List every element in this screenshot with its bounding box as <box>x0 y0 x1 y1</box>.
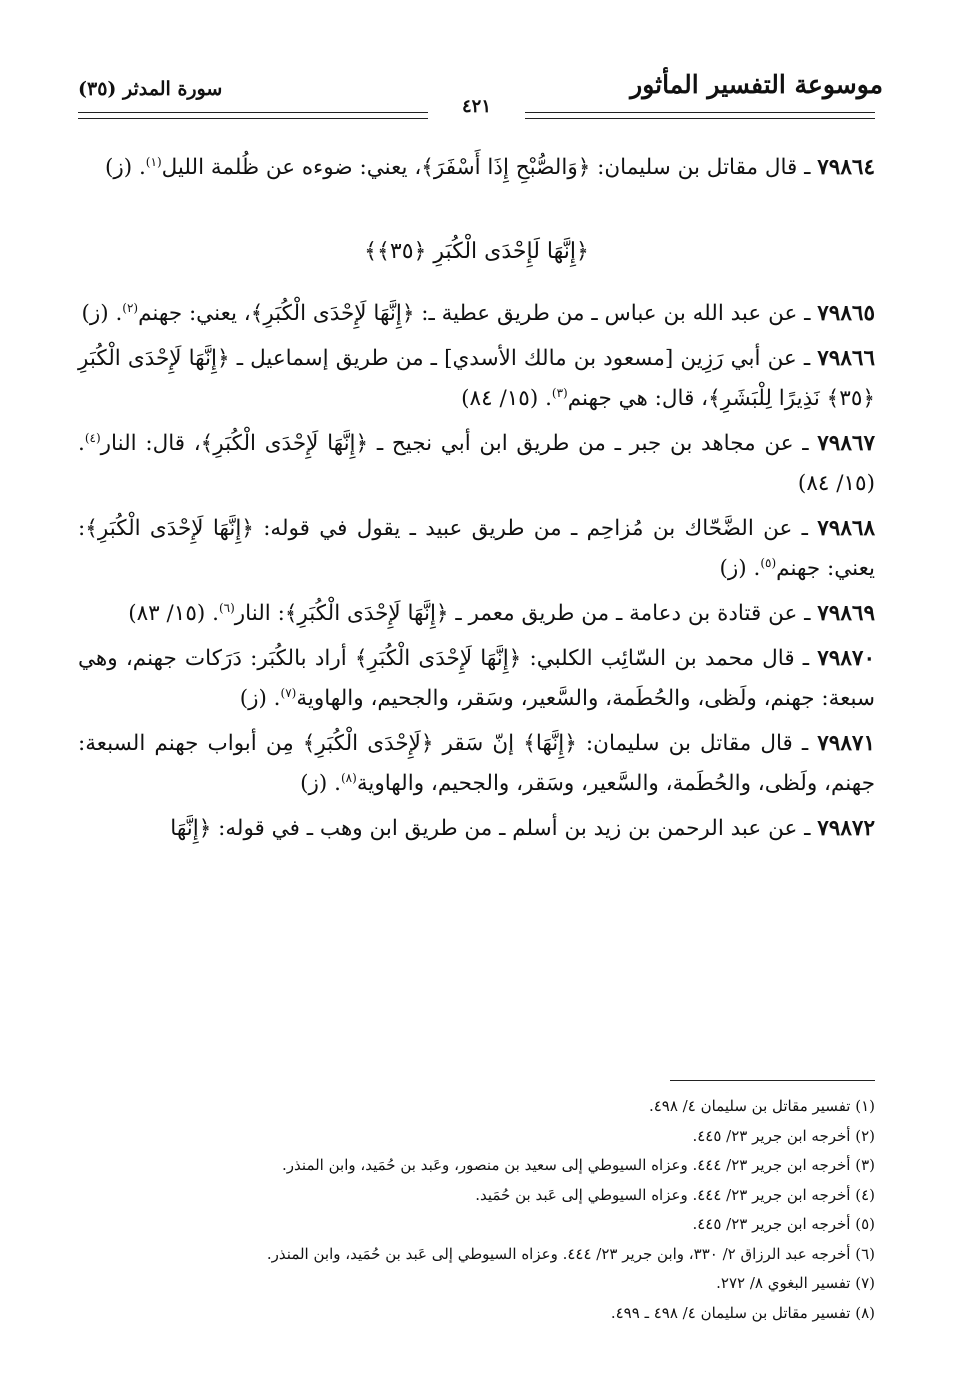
footnote-item: (٨) تفسير مقاتل بن سليمان ٤/ ٤٩٨ ـ ٤٩٩. <box>610 1303 875 1322</box>
footnote-item: (٢) أخرجه ابن جرير ٢٣/ ٤٤٥. <box>692 1126 875 1145</box>
entry-text: ـ عن عبد الله بن عباس ـ من طريق عطية ـ: ﴿إِنَّهَا لَإِحْدَى الْكُبَرِ﴾، يعني: جهنم <box>138 301 818 326</box>
footnote-ref[interactable]: (٥) <box>760 556 777 570</box>
footnote-separator <box>670 1080 875 1081</box>
entry-text: ـ قال محمد بن السّائِب الكلبي: ﴿إِنَّهَا لَإِحْدَى الْكُبَرِ﴾ أراد بالكُبَر: دَرَكات جهنم، وهي سبعة: جهنم، ولَظى، والحُطَمة، والسَّعير، وسَقر، والجحيم، والهاوية <box>78 646 875 711</box>
entry-tail: . (ز) <box>81 301 123 326</box>
verse-heading: ﴿إِنَّهَا لَإِحْدَى الْكُبَرِ ﴿٣٥﴾﴾ <box>364 239 589 264</box>
entry-tail: . (١٥/ ٨٣) <box>128 601 219 626</box>
entry-text: ـ عن الضَّحّاك بن مُزاحِم ـ من طريق عبيد ـ يقول في قوله: ﴿إِنَّهَا لَإِحْدَى الْكُبَرِ﴾: يعني: جهنم <box>78 516 875 581</box>
surah-title: سورة المدثر (٣٥) <box>78 78 223 100</box>
book-title: موسوعة التفسير المأثور <box>630 70 883 99</box>
entry-number: ٧٩٨٦٧ <box>817 431 875 456</box>
footnote-item: (٦) أخرجه عبد الرزاق ٢/ ٣٣٠، وابن جرير ٢٣/ ٤٤٤. وعزاه السيوطي إلى عَبد بن حُمَيد، وابن المنذر. <box>266 1244 875 1263</box>
footnote-ref[interactable]: (٨) <box>340 771 357 785</box>
page-number-value: ٤٢١ <box>452 96 501 117</box>
entry-number: ٧٩٨٧٠ <box>817 646 875 671</box>
entry <box>78 294 875 334</box>
entry-tail: . (ز) <box>719 556 761 581</box>
entry-tail: . (١٥/ ٨٤) <box>461 386 552 411</box>
entry-number: ٧٩٨٧١ <box>817 731 875 756</box>
entry-text: ـ عن قتادة بن دعامة ـ من طريق معمر ـ ﴿إِنَّهَا لَإِحْدَى الْكُبَرِ﴾: النار <box>234 601 818 626</box>
header-rule-bottom <box>78 118 428 119</box>
page-number <box>0 96 953 117</box>
entry-text: ـ عن أبي رَزِين [مسعود بن مالك الأسدي] ـ من طريق إسماعيل ـ ﴿إِنَّهَا لَإِحْدَى الْكُبَرِ ﴿٣٥﴾ نَذِيرًا لِلْبَشَرِ﴾، قال: هي جهنم <box>78 346 875 411</box>
entry-number: ٧٩٨٦٩ <box>817 601 875 626</box>
footnote-ref[interactable]: (٦) <box>218 601 235 615</box>
footnotes <box>75 1092 875 1328</box>
main-text <box>78 148 875 854</box>
entry-text: ـ قال مقاتل بن سليمان: ﴿إِنَّهَا﴾ إنّ سَقر ﴿لَإِحْدَى الْكُبَرِ﴾ مِن أبواب جهنم السبعة: جهنم، ولَظى، والحُطَمة، والسَّعير، وسَقر، والجحيم، والهاوية <box>78 731 875 796</box>
entry <box>78 639 875 719</box>
footnote-item: (١) تفسير مقاتل بن سليمان ٤/ ٤٩٨. <box>648 1097 875 1115</box>
entry-number: ٧٩٨٧٢ <box>817 816 875 841</box>
footnote-ref[interactable]: (٣) <box>551 386 568 400</box>
footnote-ref[interactable]: (٧) <box>280 686 297 700</box>
footnote-ref[interactable]: (٤) <box>84 431 101 445</box>
entry-number: ٧٩٨٦٦ <box>817 346 875 371</box>
entry-tail: . (ز) <box>300 771 341 796</box>
entry-tail: . (ز) <box>104 155 146 180</box>
footnote-ref[interactable]: (١) <box>145 155 162 169</box>
footnote-item: (٣) أخرجه ابن جرير ٢٣/ ٤٤٤. وعزاه السيوطي إلى سعيد بن منصور، وعَبد بن حُمَيد، وابن المنذر. <box>282 1156 875 1174</box>
entry <box>78 509 875 589</box>
entry <box>78 724 875 804</box>
entry-number: ٧٩٨٦٨ <box>817 516 875 541</box>
entry-tail: . (ز) <box>239 686 281 711</box>
entry-number: ٧٩٨٦٤ <box>817 155 875 180</box>
entry <box>78 339 875 419</box>
footnote-item: (٥) أخرجه ابن جرير ٢٣/ ٤٤٥. <box>692 1215 875 1233</box>
entry <box>78 594 875 634</box>
entry <box>78 809 875 849</box>
footnote-item: (٤) أخرجه ابن جرير ٢٣/ ٤٤٤. وعزاه السيوطي إلى عَبد بن حُمَيد. <box>475 1185 875 1204</box>
footnote-ref[interactable]: (٢) <box>122 301 139 315</box>
entry-tail: . (١٥/ ٨٤) <box>78 431 875 496</box>
entry <box>78 424 875 504</box>
header-rule-bottom-right <box>525 118 875 119</box>
entry-text: ـ قال مقاتل بن سليمان: ﴿وَالصُّبْحِ إِذَا أَسْفَرَ﴾، يعني: ضوءه عن ظُلمة الليل <box>161 155 818 180</box>
entry-text: ـ عن مجاهد بن جبر ـ من طريق ابن أبي نجيح ـ ﴿إِنَّهَا لَإِحْدَى الْكُبَرِ﴾، قال: النار <box>100 431 818 456</box>
footnote-item: (٧) تفسير البغوي ٨/ ٢٧٢. <box>716 1274 875 1292</box>
entry-number: ٧٩٨٦٥ <box>817 301 875 326</box>
entry-text: ـ عن عبد الرحمن بن زيد بن أسلم ـ من طريق ابن وهب ـ في قوله: ﴿إِنَّهَا <box>170 816 818 841</box>
entry <box>78 148 875 188</box>
